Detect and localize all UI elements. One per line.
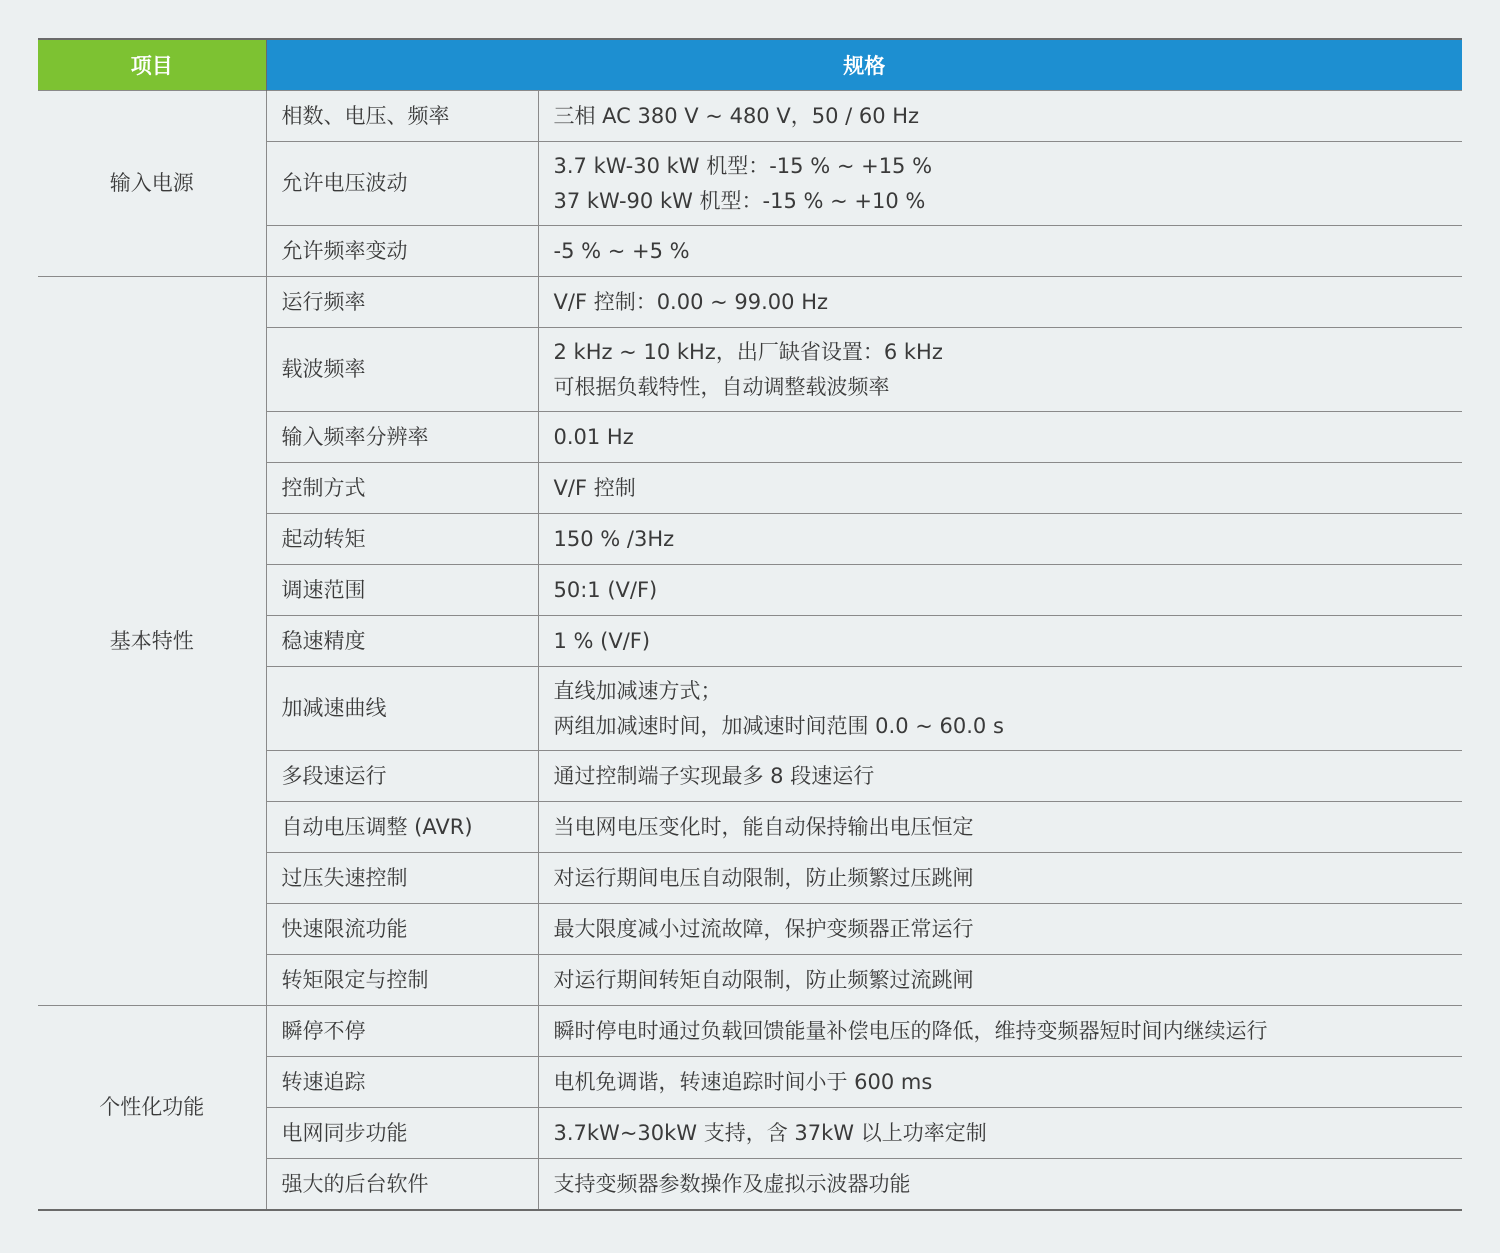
parameter-cell: 控制方式 [266, 463, 538, 514]
spec-line: 2 kHz ~ 10 kHz，出厂缺省设置：6 kHz [553, 339, 943, 364]
parameter-cell: 载波频率 [266, 328, 538, 412]
parameter-cell: 稳速精度 [266, 616, 538, 667]
spec-line: 1 % (V/F) [553, 628, 651, 653]
spec-cell [538, 277, 1462, 328]
header-spec: 规格 [266, 39, 1462, 91]
spec-line: 三相 AC 380 V ~ 480 V，50 / 60 Hz [553, 103, 920, 128]
parameter-cell: 快速限流功能 [266, 904, 538, 955]
table-row [38, 91, 1462, 142]
parameter-cell: 电网同步功能 [266, 1108, 538, 1159]
spec-line: 通过控制端子实现最多 8 段速运行 [553, 763, 875, 788]
spec-cell [538, 616, 1462, 667]
spec-cell [538, 1159, 1462, 1211]
table-body [38, 91, 1462, 1211]
parameter-cell: 调速范围 [266, 565, 538, 616]
specification-table [38, 38, 1462, 1211]
table-row [38, 1006, 1462, 1057]
spec-line: 直线加减速方式； [553, 678, 722, 703]
parameter-cell: 瞬停不停 [266, 1006, 538, 1057]
spec-cell [538, 142, 1462, 226]
parameter-cell: 转矩限定与控制 [266, 955, 538, 1006]
spec-cell [538, 955, 1462, 1006]
spec-line: 可根据负载特性，自动调整载波频率 [553, 374, 890, 399]
spec-line: 电机免调谐，转速追踪时间小于 600 ms [553, 1069, 933, 1094]
spec-line: 0.01 Hz [553, 424, 634, 449]
parameter-cell: 输入频率分辨率 [266, 412, 538, 463]
spec-cell [538, 904, 1462, 955]
spec-cell [538, 565, 1462, 616]
spec-cell [538, 514, 1462, 565]
parameter-cell: 多段速运行 [266, 751, 538, 802]
category-cell: 个性化功能 [38, 1006, 266, 1211]
spec-cell [538, 802, 1462, 853]
spec-line: 瞬时停电时通过负载回馈能量补偿电压的降低，维持变频器短时间内继续运行 [553, 1018, 1268, 1043]
parameter-cell: 起动转矩 [266, 514, 538, 565]
spec-line: 150 % /3Hz [553, 526, 675, 551]
parameter-cell: 运行频率 [266, 277, 538, 328]
spec-line: -5 % ~ +5 % [553, 238, 690, 263]
parameter-cell: 自动电压调整 (AVR) [266, 802, 538, 853]
spec-cell [538, 226, 1462, 277]
spec-cell [538, 328, 1462, 412]
spec-cell [538, 667, 1462, 751]
spec-line: 50:1 (V/F) [553, 577, 658, 602]
table-row [38, 277, 1462, 328]
category-cell: 基本特性 [38, 277, 266, 1006]
parameter-cell: 允许电压波动 [266, 142, 538, 226]
spec-line: 37 kW-90 kW 机型：-15 % ~ +10 % [553, 188, 926, 213]
parameter-cell: 强大的后台软件 [266, 1159, 538, 1211]
parameter-cell: 转速追踪 [266, 1057, 538, 1108]
spec-line: 对运行期间转矩自动限制，防止频繁过流跳闸 [553, 967, 974, 992]
spec-line: 最大限度减小过流故障，保护变频器正常运行 [553, 916, 974, 941]
spec-cell [538, 1057, 1462, 1108]
table-header [38, 39, 1462, 91]
spec-cell [538, 1006, 1462, 1057]
header-item: 项目 [38, 39, 266, 91]
spec-cell [538, 412, 1462, 463]
spec-line: 3.7 kW-30 kW 机型：-15 % ~ +15 % [553, 153, 933, 178]
spec-line: 3.7kW~30kW 支持，含 37kW 以上功率定制 [553, 1120, 987, 1145]
header-row [38, 39, 1462, 91]
spec-cell [538, 91, 1462, 142]
spec-line: V/F 控制 [553, 475, 636, 500]
parameter-cell: 相数、电压、频率 [266, 91, 538, 142]
parameter-cell: 允许频率变动 [266, 226, 538, 277]
category-cell: 输入电源 [38, 91, 266, 277]
parameter-cell: 过压失速控制 [266, 853, 538, 904]
spec-cell [538, 1108, 1462, 1159]
spec-line: V/F 控制：0.00 ~ 99.00 Hz [553, 289, 829, 314]
parameter-cell: 加减速曲线 [266, 667, 538, 751]
spec-line: 对运行期间电压自动限制，防止频繁过压跳闸 [553, 865, 974, 890]
spec-cell [538, 751, 1462, 802]
spec-line: 当电网电压变化时，能自动保持输出电压恒定 [553, 814, 974, 839]
spec-cell [538, 463, 1462, 514]
spec-cell [538, 853, 1462, 904]
spec-line: 支持变频器参数操作及虚拟示波器功能 [553, 1171, 911, 1196]
spec-line: 两组加减速时间，加减速时间范围 0.0 ~ 60.0 s [553, 713, 1004, 738]
